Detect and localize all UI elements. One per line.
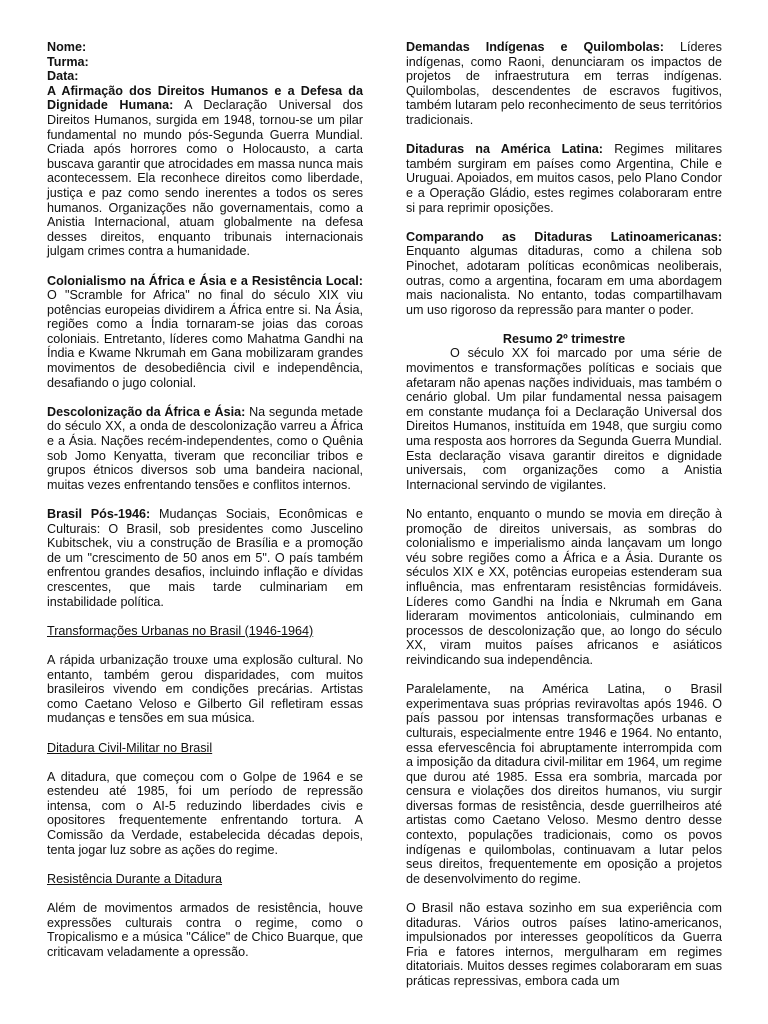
summary-paragraph-1: O século XX foi marcado por uma série de movimentos e transformações políticas e sociais que afetaram não apenas nações individuais, mas também o cenário global. Um pilar fundamental nessa paisagem em constante mudança foi a Declaração Universal dos Direitos Humanos, instituída em 1948, que surgiu como uma resposta aos horrores da Segunda Guerra Mundial. Esta declaração visava garantir direitos e dignidade universais, com organizações como a Anistia Internacional servindo de vigilantes. bbox=[406, 346, 722, 492]
section-title: Demandas Indígenas e Quilombolas: bbox=[406, 40, 664, 54]
summary-paragraph-4: O Brasil não estava sozinho em sua experiência com ditaduras. Vários outros países latino-americanos, impulsionados por interesses geopolíticos da Guerra Fria e fatores internos, mergulharam em regimes ditatoriais. Muitos desses regimes colaboraram em suas práticas repressivas, embora cada um bbox=[406, 901, 722, 988]
section-comparing-dictatorships bbox=[406, 230, 722, 318]
section-colonialism bbox=[47, 274, 363, 391]
section-text: Mudanças Sociais, Econômicas e Culturais: O Brasil, sob presidentes como Juscelino Kubitschek, viu a construção de Brasília e a promoção de um "crescimento de 50 anos em 5". O país também enfrentou grandes desafios, incluindo inflação e dívidas crescentes, que mais tarde culminariam em instabilidade política. bbox=[47, 507, 363, 609]
heading-urban-transformations: Transformações Urbanas no Brasil (1946-1964) bbox=[47, 623, 314, 638]
section-text: Na segunda metade do século XX, a onda de descolonização varreu a África e a Ásia. Nações recém-independentes, como o Quênia sob Jomo Kenyatta, tiveram que reconciliar tribos e grupos étnicos diversos sob uma bandeira nacional, muitas vezes enfrentando tensões e conflitos internos. bbox=[47, 404, 363, 492]
date-label: Data: bbox=[47, 69, 79, 84]
summary-paragraph-2: No entanto, enquanto o mundo se movia em direção à promoção de direitos universais, as sombras do colonialismo e imperialismo ainda lançavam um longo véu sobre regiões como a África e a Ásia. Durante os séculos XIX e XX, potências europeias estenderam sua influência, mas enfrentaram resistências formidáveis. Líderes como Gandhi na Índia e Nkrumah em Gana lideraram movimentos anticoloniais, culminando em processos de descolonização que, ao longo do século XX, viram muitos países africanos e asiáticos reivindicando sua independência. bbox=[406, 507, 722, 667]
section-text: Regimes militares também surgiram em países como Argentina, Chile e Uruguai. Apoiados, em muitos casos, pelo Plano Condor e a Operação Gládio, estes regimes colaboraram entre si para reprimir oposições. bbox=[406, 142, 722, 215]
section-latin-dictatorships bbox=[406, 142, 722, 215]
section-text: Líderes indígenas, como Raoni, denunciaram os impactos de projetos de infraestrutura em terras indígenas. Quilombolas, descendentes de escravos fugitivos, também lutaram pelo reconhecimento de seus territórios tradicionais. bbox=[406, 40, 722, 127]
summary-title: Resumo 2º trimestre bbox=[502, 331, 626, 346]
heading-resistance: Resistência Durante a Ditadura bbox=[47, 871, 223, 886]
section-title: Comparando as Ditaduras Latinoamericanas: bbox=[406, 229, 722, 244]
section-human-rights bbox=[47, 84, 363, 259]
paragraph-dictatorship: A ditadura, que começou com o Golpe de 1964 e se estendeu até 1985, foi um período de repressão intensa, com o AI-5 reduzindo liberdades civis e opositores frequentemente enfrentando tortura. A Comissão da Verdade, estabelecida décadas depois, tenta jogar luz sobre as ações do regime. bbox=[47, 769, 363, 857]
section-decolonization bbox=[47, 405, 363, 493]
heading-dictatorship: Ditadura Civil-Militar no Brasil bbox=[47, 740, 213, 755]
section-title: A Afirmação dos Direitos Humanos e a Defesa da Dignidade Humana: bbox=[47, 83, 363, 113]
paragraph-urban-transformations: A rápida urbanização trouxe uma explosão cultural. No entanto, também gerou disparidades, com muitos brasileiros vivendo em condições precárias. Artistas como Caetano Veloso e Gilberto Gil refletiram essas mudanças e tensões em sua música. bbox=[47, 652, 363, 726]
section-text: A Declaração Universal dos Direitos Humanos, surgida em 1948, tornou-se um pilar fundamental no mundo pós-Segunda Guerra Mundial. Criada após horrores como o Holocausto, a carta buscava garantir que atrocidades em massa nunca mais acontecessem. Ela reconhece direitos como liberdade, justiça e paz como sendo inerentes a todos os seres humanos. Organizações não governamentais, como a Anistia Internacional, atuam globalmente na defesa desses direitos, enquanto tribunais internacionais julgam crimes contra a humanidade. bbox=[47, 98, 363, 259]
paragraph-resistance: Além de movimentos armados de resistência, houve expressões culturais contra o regime, como o Tropicalismo e a música "Cálice" de Chico Buarque, que criticavam veladamente a opressão. bbox=[47, 901, 363, 959]
class-label: Turma: bbox=[47, 54, 89, 69]
name-label: Nome: bbox=[47, 40, 87, 54]
section-indigenous-demands bbox=[406, 40, 722, 128]
section-title: Colonialismo na África e Ásia e a Resistência Local: bbox=[47, 273, 363, 288]
section-brazil-post-1946 bbox=[47, 507, 363, 609]
left-column bbox=[47, 40, 363, 974]
section-title: Ditaduras na América Latina: bbox=[406, 142, 603, 157]
section-title: Descolonização da África e Ásia: bbox=[47, 404, 246, 419]
section-title: Brasil Pós-1946: bbox=[47, 507, 151, 521]
section-text: Enquanto algumas ditaduras, como a chilena sob Pinochet, adotaram políticas econômicas neoliberais, outras, como a argentina, focaram em uma abordagem mais nacionalista. No entanto, todas compartilhavam um uso rigoroso da repressão para manter o poder. bbox=[406, 244, 722, 317]
summary-paragraph-3: Paralelamente, na América Latina, o Brasil experimentava suas próprias reviravoltas após 1946. O país passou por intensas transformações urbanas e culturais, especialmente entre 1946 e 1964. No entanto, essa efervescência foi abruptamente interrompida com a imposição da ditadura civil-militar em 1964, um regime que durou até 1985. Essa era sombria, marcada por censura e violações dos direitos humanos, viu surgir diversas formas de resistência, desde guerrilheiros até artistas como Caetano Veloso. Mesmo dentro desse contexto, populações tradicionais, como os povos indígenas e quilombolas, continuavam a lutar pelos seus direitos, frequentemente em oposição a projetos de desenvolvimento do regime. bbox=[406, 682, 722, 886]
section-text: O "Scramble for Africa" no final do século XIX viu potências europeias dividirem a África entre si. Na Ásia, regiões como a Índia tornaram-se joias das coroas coloniais. Entretanto, líderes como Mahatma Gandhi na Índia e Kwame Nkrumah em Gana mobilizaram grandes movimentos de desobediência civil e independência, desafiando o jugo colonial. bbox=[47, 288, 363, 390]
right-column bbox=[406, 40, 722, 1003]
